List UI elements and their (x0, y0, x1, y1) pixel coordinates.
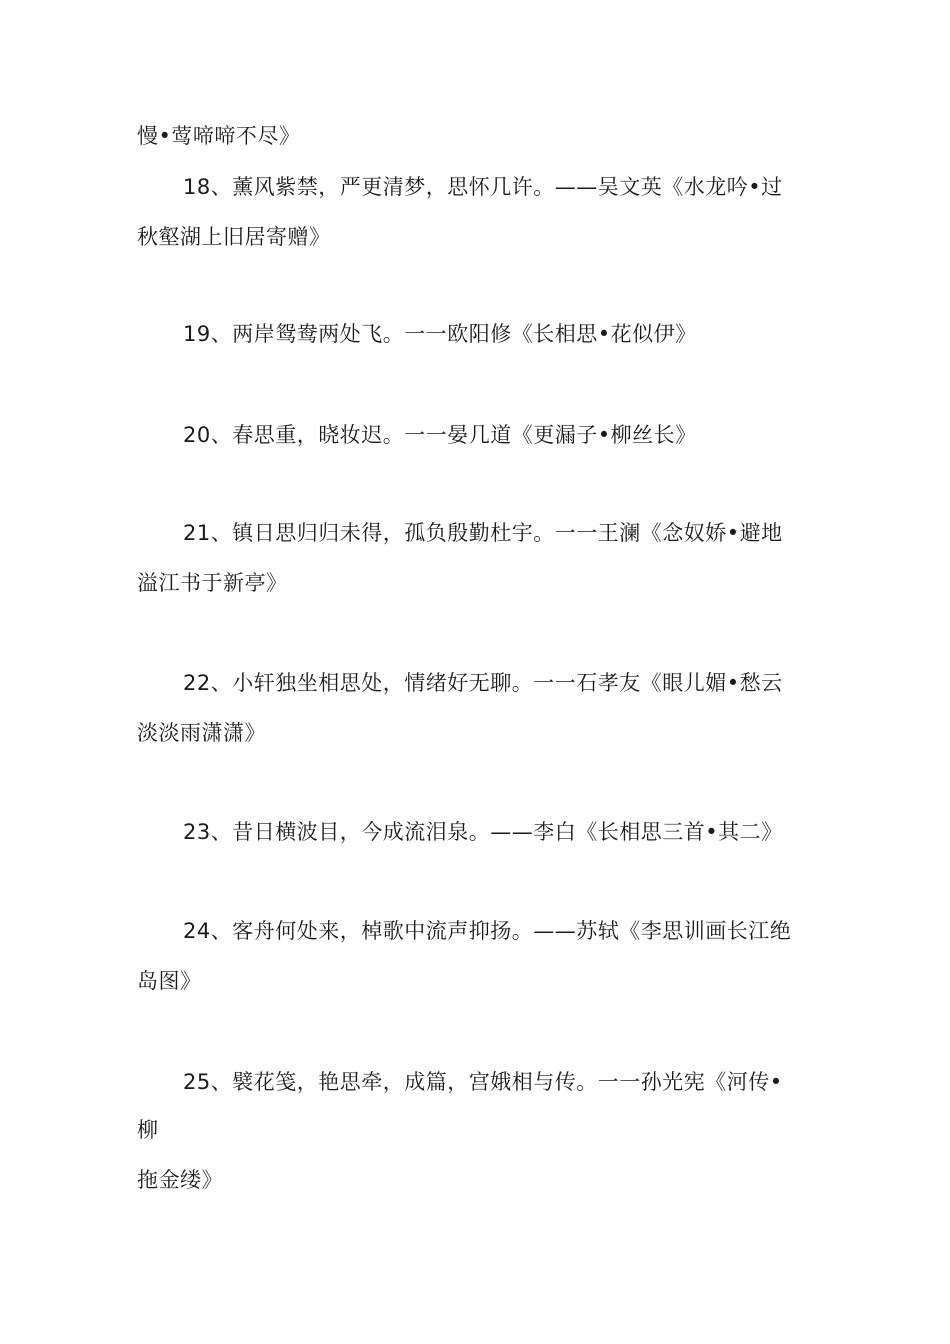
quote-23: 23、昔日横波目，今成流泪泉。——李白《长相思三首•其二》 (183, 820, 783, 844)
quote-21-line-1: 21、镇日思归归未得，孤负殷勤杜宇。一一王澜《念奴娇•避地 (183, 521, 783, 545)
quote-25-line-3: 拖金缕》 (137, 1168, 223, 1192)
quote-25-line-1: 25、襞花笺，艳思牵，成篇，宫娥相与传。一一孙光宪《河传• (183, 1070, 783, 1094)
quote-21-line-2: 溢江书于新亭》 (137, 571, 288, 595)
quote-20: 20、春思重，晓妆迟。一一晏几道《更漏子•柳丝长》 (183, 423, 697, 447)
quote-19: 19、两岸鸳鸯两处飞。一一欧阳修《长相思•花似伊》 (183, 322, 697, 346)
quote-24-line-2: 岛图》 (137, 969, 202, 993)
quote-22-line-1: 22、小轩独坐相思处，情绪好无聊。一一石孝友《眼儿媚•愁云 (183, 671, 783, 695)
quote-25-line-2: 柳 (137, 1118, 159, 1142)
text-line: 慢•莺啼啼不尽》 (137, 124, 301, 148)
quote-18-line-2: 秋壑湖上旧居寄赠》 (137, 225, 331, 249)
quote-18-line-1: 18、薰风紫禁，严更清梦，思怀几许。——吴文英《水龙吟•过 (183, 175, 783, 199)
quote-24-line-1: 24、客舟何处来，棹歌中流声抑扬。——苏轼《李思训画长江绝 (183, 919, 792, 943)
quote-22-line-2: 淡淡雨潇潇》 (137, 721, 266, 745)
